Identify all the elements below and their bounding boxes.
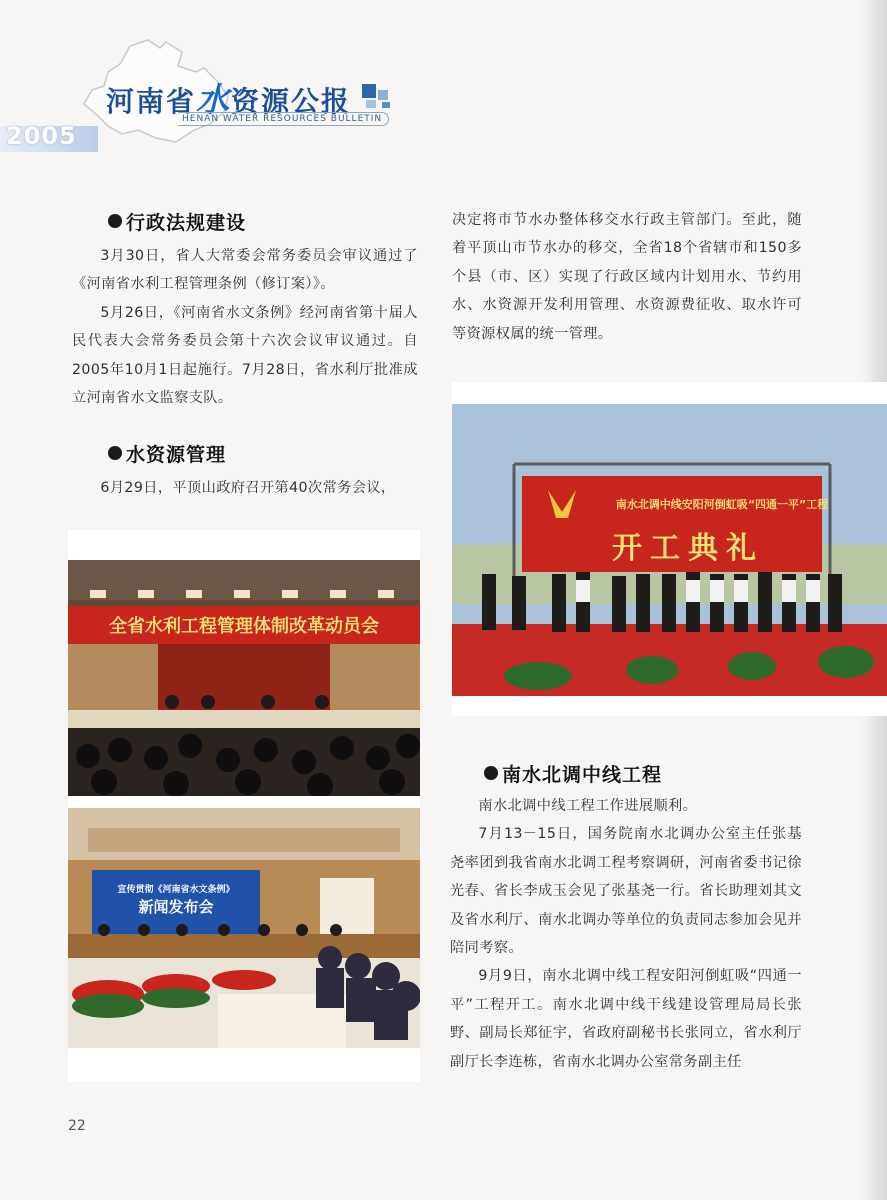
meeting-photo-art bbox=[68, 560, 420, 796]
press-photo bbox=[68, 808, 420, 1048]
bulletin-subtitle: HENAN WATER RESOURCES BULLETIN bbox=[178, 112, 389, 126]
press-backdrop-line2: 新闻发布会 bbox=[138, 898, 214, 916]
water-paragraph-continuation: 决定将市节水办整体移交水行政主管部门。至此，随着平顶山市节水办的移交，全省18个省辖市和150多个县（市、区）实现了行政区域内计划用水、节约用水、水资源开发利用管理、水资源费征收、取水许可等资源权属的统一管理。 bbox=[452, 212, 802, 342]
ceremony-banner-main: 开工典礼 bbox=[612, 531, 764, 566]
water-body-start bbox=[72, 474, 418, 502]
ceremony-photo bbox=[452, 404, 887, 696]
ceremony-banner-top: 南水北调中线安阳河倒虹吸“四通一平”工程 bbox=[615, 498, 829, 511]
south-north-paragraph-2: 7月13－15日，国务院南水北调办公室主任张基尧率团到我省南水北调工程考察调研，河南省委书记徐光春、省长李成玉会见了张基尧一行。省长助理刘其文及省水利厅、南水北调办等单位的负责同志参加会见并陪同考察。 bbox=[450, 826, 802, 957]
section-title-legal bbox=[108, 208, 246, 235]
bullet-icon bbox=[108, 214, 122, 228]
press-backdrop-line1: 宣传贯彻《河南省水文条例》 bbox=[117, 885, 235, 895]
section-title-water bbox=[108, 440, 226, 467]
title-water-char: 水 bbox=[196, 80, 232, 119]
photo-frame-ceremony bbox=[452, 382, 887, 716]
legal-paragraph-2: 5月26日，《河南省水文条例》经河南省第十届人民代表大会常务委员会第十六次会议审议通过。自2005年10月1日起施行。7月28日，省水利厅批准成立河南省水文监察支队。 bbox=[72, 304, 418, 407]
section-title-south-north bbox=[484, 760, 662, 787]
south-north-body bbox=[450, 792, 802, 1076]
page-number: 22 bbox=[68, 1118, 86, 1134]
meeting-photo bbox=[68, 560, 420, 796]
press-photo-art bbox=[68, 808, 420, 1048]
meeting-banner-text: 全省水利工程管理体制改革动员会 bbox=[109, 616, 379, 637]
water-paragraph-start: 6月29日，平顶山政府召开第40次常务会议， bbox=[100, 480, 396, 496]
section-title-legal-text: 行政法规建设 bbox=[126, 212, 247, 234]
south-north-paragraph-1: 南水北调中线工程工作进展顺利。 bbox=[478, 798, 698, 814]
legal-body bbox=[72, 242, 418, 412]
title-suffix: 资源公报 bbox=[231, 85, 352, 118]
bullet-icon bbox=[484, 766, 498, 780]
photo-frame-press bbox=[68, 808, 420, 1082]
water-body-continuation bbox=[452, 206, 802, 348]
bullet-icon bbox=[108, 446, 122, 460]
south-north-paragraph-3: 9月9日，南水北调中线工程安阳河倒虹吸“四通一平”工程开工。南水北调中线干线建设管理局局长张野、副局长郑征宇，省政府副秘书长张同立，省水利厅副厅长李连栋，省南水北调办公室常务副主任 bbox=[450, 968, 802, 1070]
section-title-south-north-text: 南水北调中线工程 bbox=[502, 764, 663, 786]
photo-frame-meeting bbox=[68, 530, 420, 808]
title-prefix: 河南省 bbox=[106, 85, 197, 118]
ceremony-photo-art bbox=[452, 404, 887, 696]
bulletin-header bbox=[0, 38, 420, 148]
section-title-water-text: 水资源管理 bbox=[126, 444, 227, 466]
legal-paragraph-1: 3月30日，省人大常委会常务委员会审议通过了《河南省水利工程管理条例（修订案）》。 bbox=[72, 248, 418, 293]
year-label: 2005 bbox=[6, 122, 77, 150]
square-blocks-icon bbox=[362, 84, 396, 108]
